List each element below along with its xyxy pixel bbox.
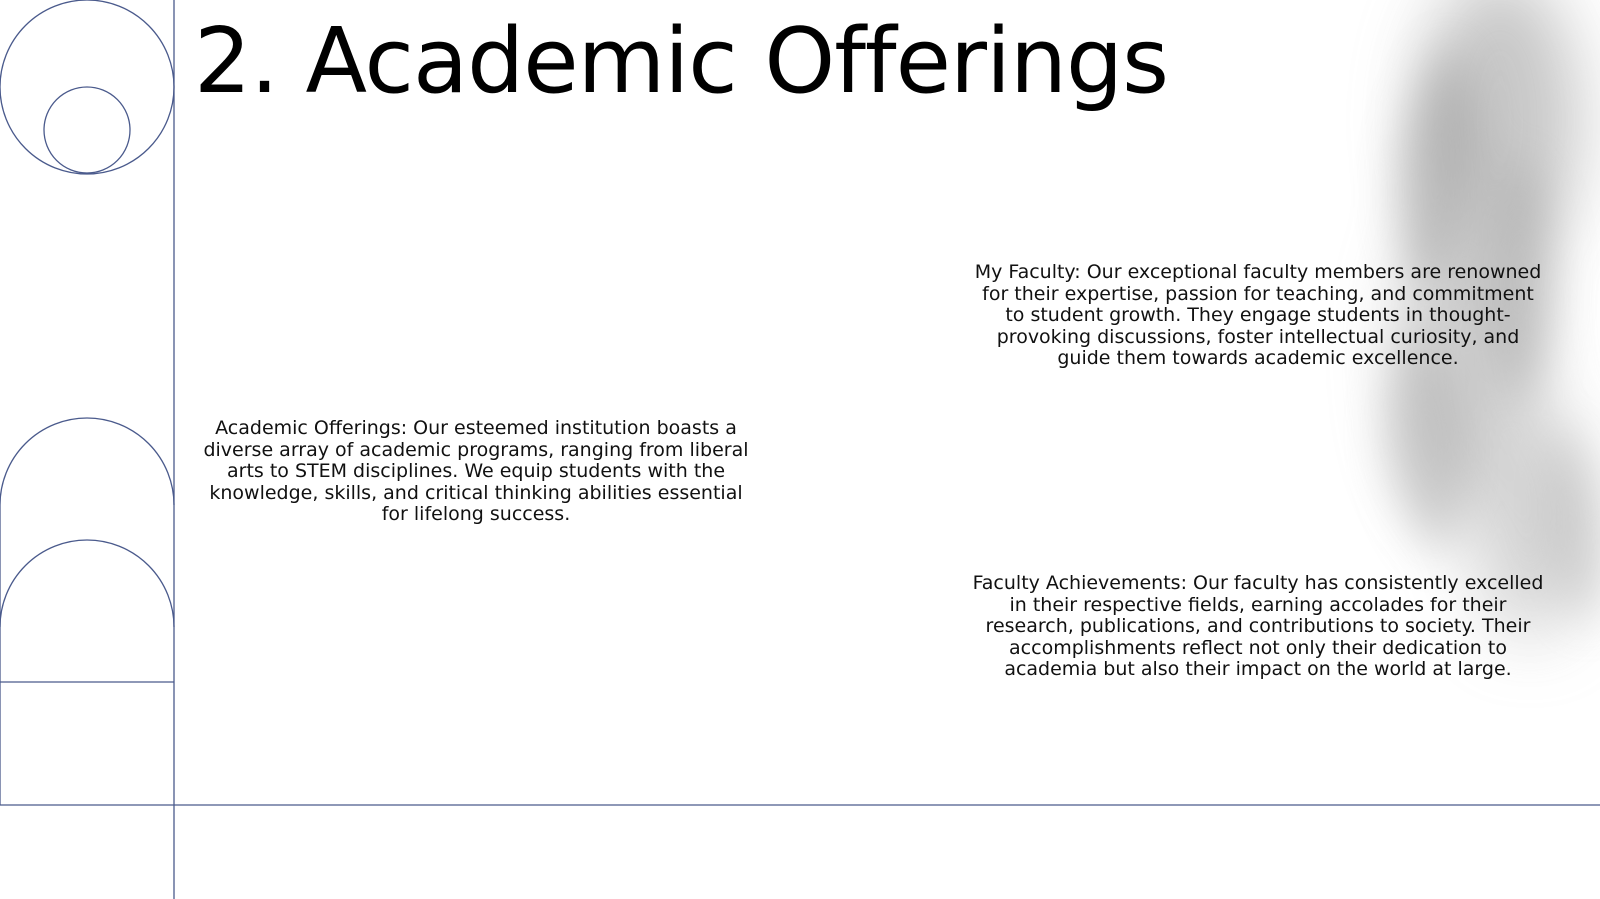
inner-circle (44, 87, 130, 173)
slide-title: 2. Academic Offerings (194, 9, 1169, 114)
faculty-achievements-text: Faculty Achievements: Our faculty has consistently excelled in their respective fields, earning accolades for their research, publications, and contributions to society. Their accomplishments reflect not only their dedication to academia but also their impact on the world at large. (972, 572, 1544, 681)
upper-arch (0, 418, 174, 505)
academic-offerings-text: Academic Offerings: Our esteemed institution boasts a diverse array of academic programs, ranging from liberal arts to STEM disciplines. We equip students with the knowledge, skills, and critical thinking abilities essential for lifelong success. (203, 417, 749, 526)
lower-arch (0, 540, 174, 627)
my-faculty-text: My Faculty: Our exceptional faculty members are renowned for their expertise, passion for teaching, and commitment to student growth. They engage students in thought-provoking discussions, foster intellectual curiosity, and guide them towards academic excellence. (974, 261, 1542, 370)
